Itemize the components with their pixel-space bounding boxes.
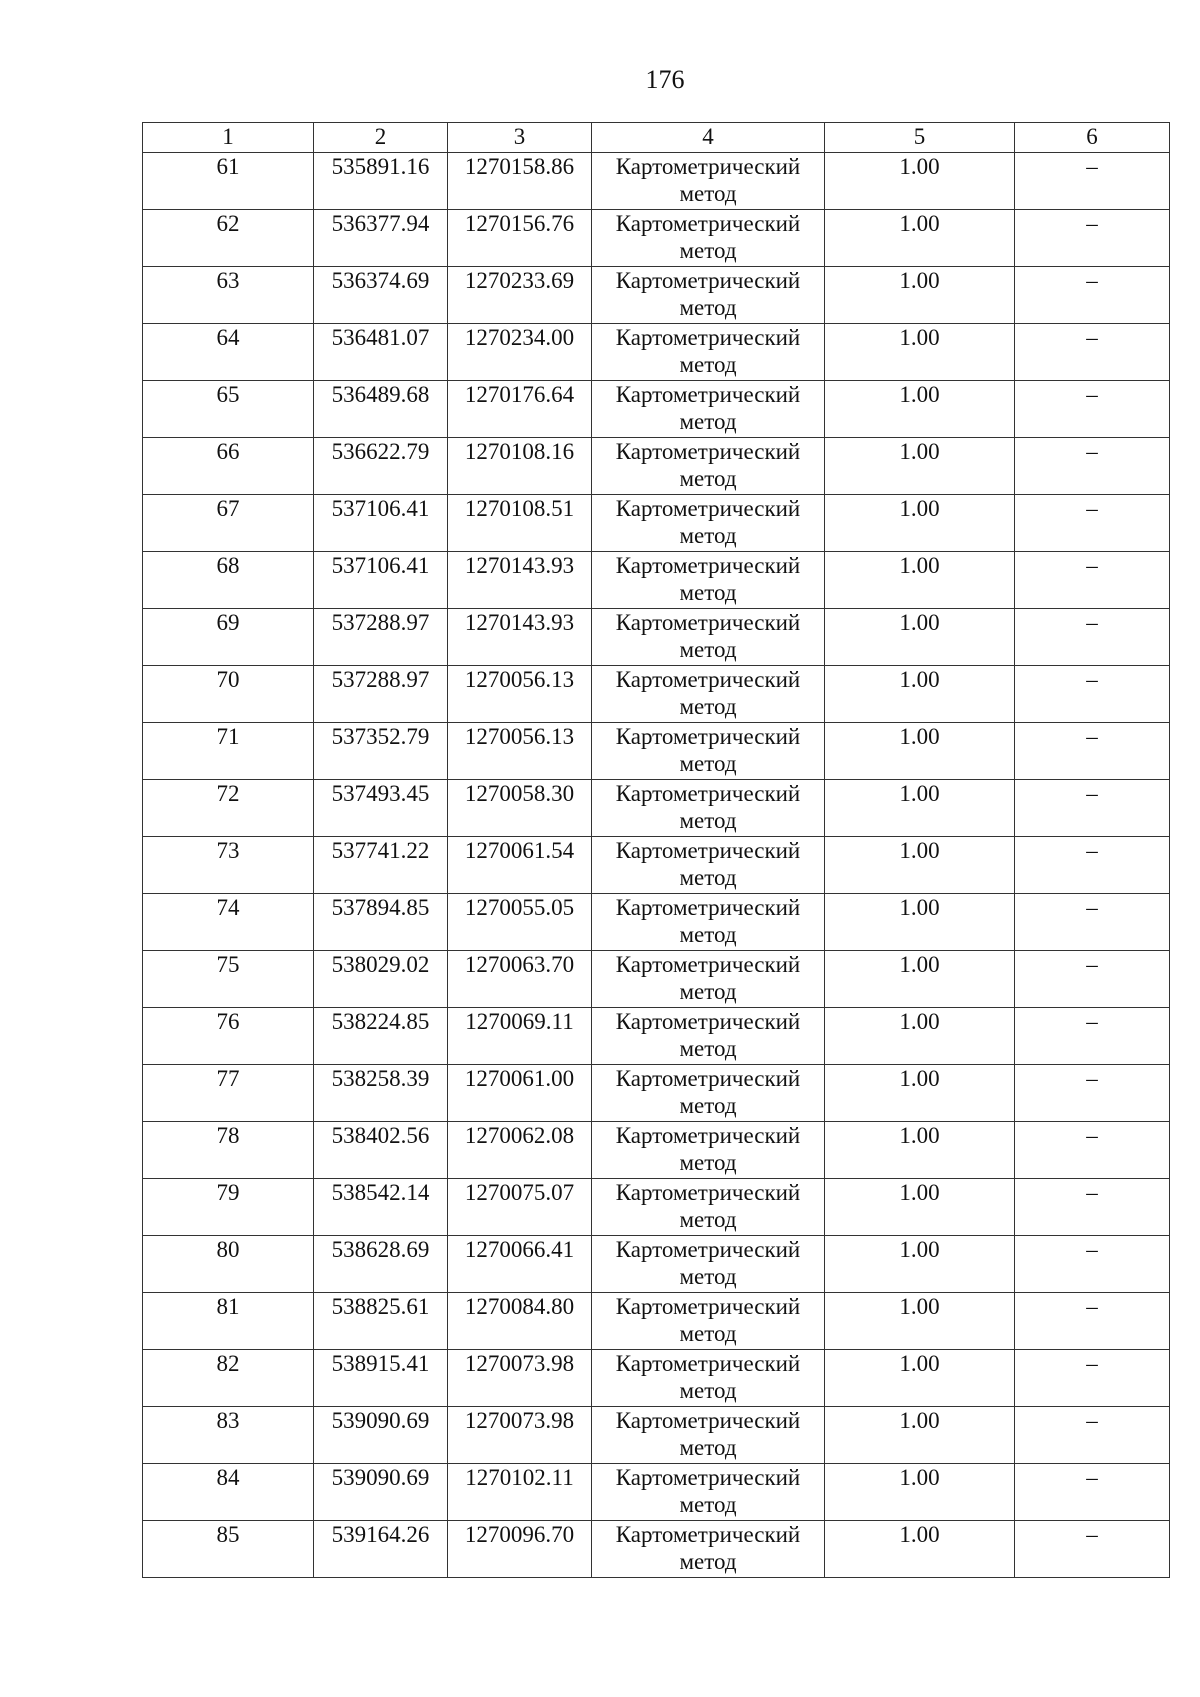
coordinates-table — [142, 122, 1170, 1578]
note-cell: – — [1015, 951, 1170, 1008]
page-number: 176 — [645, 65, 685, 94]
method-line-1: Картометрический — [615, 781, 801, 806]
method-cell — [592, 1236, 825, 1293]
accuracy-cell: 1.00 — [825, 438, 1015, 495]
method-line-1: Картометрический — [615, 439, 801, 464]
method-line-2: метод — [679, 1378, 737, 1403]
method-line-1: Картометрический — [615, 496, 801, 521]
y-coordinate-cell: 1270063.70 — [448, 951, 592, 1008]
note-cell: – — [1015, 1293, 1170, 1350]
method-line-2: метод — [679, 1036, 737, 1061]
header-col-3: 3 — [448, 123, 592, 153]
method-cell — [592, 780, 825, 837]
method-line-2: метод — [679, 295, 737, 320]
accuracy-cell: 1.00 — [825, 267, 1015, 324]
method-line-2: метод — [679, 409, 737, 434]
method-cell — [592, 1122, 825, 1179]
table-row — [143, 951, 1170, 1008]
accuracy-cell: 1.00 — [825, 1236, 1015, 1293]
x-coordinate-cell: 538224.85 — [314, 1008, 448, 1065]
method-cell — [592, 495, 825, 552]
method-cell — [592, 552, 825, 609]
note-cell: – — [1015, 267, 1170, 324]
method-cell — [592, 324, 825, 381]
method-line-2: метод — [679, 694, 737, 719]
method-cell — [592, 1293, 825, 1350]
table-row — [143, 723, 1170, 780]
method-line-2: метод — [679, 637, 737, 662]
accuracy-cell: 1.00 — [825, 153, 1015, 210]
note-cell: – — [1015, 666, 1170, 723]
accuracy-cell: 1.00 — [825, 1407, 1015, 1464]
accuracy-cell: 1.00 — [825, 894, 1015, 951]
table-row — [143, 552, 1170, 609]
note-cell: – — [1015, 1407, 1170, 1464]
method-line-2: метод — [679, 1264, 737, 1289]
method-line-1: Картометрический — [615, 211, 801, 236]
table-row — [143, 1008, 1170, 1065]
accuracy-cell: 1.00 — [825, 1293, 1015, 1350]
method-line-2: метод — [679, 1492, 737, 1517]
header-col-1: 1 — [143, 123, 314, 153]
x-coordinate-cell: 537288.97 — [314, 666, 448, 723]
table-row — [143, 780, 1170, 837]
y-coordinate-cell: 1270075.07 — [448, 1179, 592, 1236]
x-coordinate-cell: 535891.16 — [314, 153, 448, 210]
accuracy-cell: 1.00 — [825, 1122, 1015, 1179]
method-line-1: Картометрический — [615, 1237, 801, 1262]
accuracy-cell: 1.00 — [825, 1065, 1015, 1122]
point-number-cell: 68 — [143, 552, 314, 609]
point-number-cell: 80 — [143, 1236, 314, 1293]
method-cell — [592, 381, 825, 438]
note-cell: – — [1015, 1122, 1170, 1179]
method-line-2: метод — [679, 865, 737, 890]
y-coordinate-cell: 1270143.93 — [448, 609, 592, 666]
x-coordinate-cell: 539164.26 — [314, 1521, 448, 1578]
x-coordinate-cell: 536377.94 — [314, 210, 448, 267]
x-coordinate-cell: 537352.79 — [314, 723, 448, 780]
point-number-cell: 73 — [143, 837, 314, 894]
y-coordinate-cell: 1270062.08 — [448, 1122, 592, 1179]
method-line-1: Картометрический — [615, 325, 801, 350]
method-cell — [592, 1008, 825, 1065]
note-cell: – — [1015, 381, 1170, 438]
method-line-2: метод — [679, 922, 737, 947]
method-cell — [592, 894, 825, 951]
method-line-2: метод — [679, 1435, 737, 1460]
header-col-4: 4 — [592, 123, 825, 153]
method-line-1: Картометрический — [615, 724, 801, 749]
point-number-cell: 64 — [143, 324, 314, 381]
table-header — [143, 123, 1170, 153]
table-row — [143, 381, 1170, 438]
x-coordinate-cell: 537288.97 — [314, 609, 448, 666]
method-cell — [592, 1521, 825, 1578]
method-cell — [592, 1464, 825, 1521]
table-row — [143, 1293, 1170, 1350]
table-row — [143, 894, 1170, 951]
method-line-1: Картометрический — [615, 1180, 801, 1205]
table-row — [143, 438, 1170, 495]
method-line-2: метод — [679, 181, 737, 206]
accuracy-cell: 1.00 — [825, 1008, 1015, 1065]
table-row — [143, 1350, 1170, 1407]
accuracy-cell: 1.00 — [825, 495, 1015, 552]
note-cell: – — [1015, 495, 1170, 552]
x-coordinate-cell: 536622.79 — [314, 438, 448, 495]
y-coordinate-cell: 1270058.30 — [448, 780, 592, 837]
table-row — [143, 1179, 1170, 1236]
point-number-cell: 63 — [143, 267, 314, 324]
point-number-cell: 61 — [143, 153, 314, 210]
method-cell — [592, 210, 825, 267]
table-row — [143, 1407, 1170, 1464]
method-cell — [592, 837, 825, 894]
x-coordinate-cell: 538542.14 — [314, 1179, 448, 1236]
x-coordinate-cell: 538402.56 — [314, 1122, 448, 1179]
note-cell: – — [1015, 723, 1170, 780]
point-number-cell: 76 — [143, 1008, 314, 1065]
method-line-1: Картометрический — [615, 553, 801, 578]
x-coordinate-cell: 537894.85 — [314, 894, 448, 951]
method-line-2: метод — [679, 523, 737, 548]
x-coordinate-cell: 536489.68 — [314, 381, 448, 438]
point-number-cell: 72 — [143, 780, 314, 837]
x-coordinate-cell: 539090.69 — [314, 1407, 448, 1464]
table-row — [143, 210, 1170, 267]
note-cell: – — [1015, 1464, 1170, 1521]
x-coordinate-cell: 537106.41 — [314, 552, 448, 609]
y-coordinate-cell: 1270158.86 — [448, 153, 592, 210]
accuracy-cell: 1.00 — [825, 381, 1015, 438]
method-line-2: метод — [679, 580, 737, 605]
method-line-1: Картометрический — [615, 268, 801, 293]
method-line-2: метод — [679, 751, 737, 776]
method-line-2: метод — [679, 238, 737, 263]
method-line-2: метод — [679, 1549, 737, 1574]
method-line-1: Картометрический — [615, 382, 801, 407]
table-row — [143, 495, 1170, 552]
point-number-cell: 85 — [143, 1521, 314, 1578]
note-cell: – — [1015, 609, 1170, 666]
y-coordinate-cell: 1270143.93 — [448, 552, 592, 609]
point-number-cell: 82 — [143, 1350, 314, 1407]
table-row — [143, 153, 1170, 210]
accuracy-cell: 1.00 — [825, 552, 1015, 609]
accuracy-cell: 1.00 — [825, 324, 1015, 381]
accuracy-cell: 1.00 — [825, 1521, 1015, 1578]
method-line-2: метод — [679, 979, 737, 1004]
accuracy-cell: 1.00 — [825, 780, 1015, 837]
x-coordinate-cell: 538029.02 — [314, 951, 448, 1008]
x-coordinate-cell: 539090.69 — [314, 1464, 448, 1521]
note-cell: – — [1015, 153, 1170, 210]
y-coordinate-cell: 1270061.00 — [448, 1065, 592, 1122]
y-coordinate-cell: 1270073.98 — [448, 1350, 592, 1407]
accuracy-cell: 1.00 — [825, 837, 1015, 894]
method-cell — [592, 1065, 825, 1122]
header-col-2: 2 — [314, 123, 448, 153]
method-line-2: метод — [679, 1321, 737, 1346]
method-cell — [592, 609, 825, 666]
x-coordinate-cell: 538825.61 — [314, 1293, 448, 1350]
method-line-2: метод — [679, 1207, 737, 1232]
y-coordinate-cell: 1270108.16 — [448, 438, 592, 495]
method-line-1: Картометрический — [615, 154, 801, 179]
header-row — [143, 123, 1170, 153]
method-cell — [592, 951, 825, 1008]
method-line-1: Картометрический — [615, 1408, 801, 1433]
note-cell: – — [1015, 1521, 1170, 1578]
y-coordinate-cell: 1270055.05 — [448, 894, 592, 951]
table-row — [143, 1236, 1170, 1293]
y-coordinate-cell: 1270176.64 — [448, 381, 592, 438]
x-coordinate-cell: 538628.69 — [314, 1236, 448, 1293]
x-coordinate-cell: 538915.41 — [314, 1350, 448, 1407]
method-cell — [592, 1350, 825, 1407]
point-number-cell: 78 — [143, 1122, 314, 1179]
method-line-2: метод — [679, 1150, 737, 1175]
method-line-1: Картометрический — [615, 1066, 801, 1091]
method-line-1: Картометрический — [615, 1522, 801, 1547]
point-number-cell: 67 — [143, 495, 314, 552]
y-coordinate-cell: 1270056.13 — [448, 723, 592, 780]
note-cell: – — [1015, 552, 1170, 609]
table-row — [143, 1521, 1170, 1578]
note-cell: – — [1015, 1065, 1170, 1122]
table-row — [143, 609, 1170, 666]
point-number-cell: 74 — [143, 894, 314, 951]
y-coordinate-cell: 1270233.69 — [448, 267, 592, 324]
point-number-cell: 77 — [143, 1065, 314, 1122]
header-col-6: 6 — [1015, 123, 1170, 153]
y-coordinate-cell: 1270156.76 — [448, 210, 592, 267]
accuracy-cell: 1.00 — [825, 1350, 1015, 1407]
y-coordinate-cell: 1270069.11 — [448, 1008, 592, 1065]
note-cell: – — [1015, 438, 1170, 495]
x-coordinate-cell: 536374.69 — [314, 267, 448, 324]
table-body — [143, 153, 1170, 1578]
y-coordinate-cell: 1270234.00 — [448, 324, 592, 381]
method-line-1: Картометрический — [615, 610, 801, 635]
method-line-2: метод — [679, 1093, 737, 1118]
method-line-2: метод — [679, 352, 737, 377]
x-coordinate-cell: 536481.07 — [314, 324, 448, 381]
note-cell: – — [1015, 1236, 1170, 1293]
header-col-5: 5 — [825, 123, 1015, 153]
table-row — [143, 1065, 1170, 1122]
point-number-cell: 75 — [143, 951, 314, 1008]
note-cell: – — [1015, 1350, 1170, 1407]
table-row — [143, 837, 1170, 894]
y-coordinate-cell: 1270108.51 — [448, 495, 592, 552]
point-number-cell: 83 — [143, 1407, 314, 1464]
accuracy-cell: 1.00 — [825, 666, 1015, 723]
method-cell — [592, 1179, 825, 1236]
accuracy-cell: 1.00 — [825, 951, 1015, 1008]
accuracy-cell: 1.00 — [825, 609, 1015, 666]
note-cell: – — [1015, 780, 1170, 837]
method-cell — [592, 267, 825, 324]
point-number-cell: 84 — [143, 1464, 314, 1521]
method-line-1: Картометрический — [615, 1465, 801, 1490]
x-coordinate-cell: 537741.22 — [314, 837, 448, 894]
note-cell: – — [1015, 894, 1170, 951]
method-line-2: метод — [679, 466, 737, 491]
y-coordinate-cell: 1270061.54 — [448, 837, 592, 894]
point-number-cell: 62 — [143, 210, 314, 267]
point-number-cell: 71 — [143, 723, 314, 780]
method-cell — [592, 153, 825, 210]
accuracy-cell: 1.00 — [825, 1179, 1015, 1236]
method-line-1: Картометрический — [615, 667, 801, 692]
accuracy-cell: 1.00 — [825, 723, 1015, 780]
point-number-cell: 69 — [143, 609, 314, 666]
method-line-1: Картометрический — [615, 1351, 801, 1376]
table-row — [143, 666, 1170, 723]
x-coordinate-cell: 538258.39 — [314, 1065, 448, 1122]
point-number-cell: 81 — [143, 1293, 314, 1350]
accuracy-cell: 1.00 — [825, 1464, 1015, 1521]
method-cell — [592, 723, 825, 780]
accuracy-cell: 1.00 — [825, 210, 1015, 267]
table-row — [143, 1464, 1170, 1521]
method-line-1: Картометрический — [615, 1009, 801, 1034]
note-cell: – — [1015, 1008, 1170, 1065]
point-number-cell: 70 — [143, 666, 314, 723]
note-cell: – — [1015, 210, 1170, 267]
y-coordinate-cell: 1270084.80 — [448, 1293, 592, 1350]
note-cell: – — [1015, 837, 1170, 894]
y-coordinate-cell: 1270096.70 — [448, 1521, 592, 1578]
table-row — [143, 267, 1170, 324]
y-coordinate-cell: 1270073.98 — [448, 1407, 592, 1464]
y-coordinate-cell: 1270066.41 — [448, 1236, 592, 1293]
point-number-cell: 79 — [143, 1179, 314, 1236]
x-coordinate-cell: 537493.45 — [314, 780, 448, 837]
method-line-2: метод — [679, 808, 737, 833]
method-line-1: Картометрический — [615, 952, 801, 977]
point-number-cell: 65 — [143, 381, 314, 438]
method-cell — [592, 666, 825, 723]
table-row — [143, 324, 1170, 381]
method-line-1: Картометрический — [615, 1123, 801, 1148]
point-number-cell: 66 — [143, 438, 314, 495]
method-line-1: Картометрический — [615, 838, 801, 863]
note-cell: – — [1015, 1179, 1170, 1236]
note-cell: – — [1015, 324, 1170, 381]
x-coordinate-cell: 537106.41 — [314, 495, 448, 552]
method-line-1: Картометрический — [615, 895, 801, 920]
table-row — [143, 1122, 1170, 1179]
method-line-1: Картометрический — [615, 1294, 801, 1319]
method-cell — [592, 1407, 825, 1464]
y-coordinate-cell: 1270056.13 — [448, 666, 592, 723]
method-cell — [592, 438, 825, 495]
y-coordinate-cell: 1270102.11 — [448, 1464, 592, 1521]
